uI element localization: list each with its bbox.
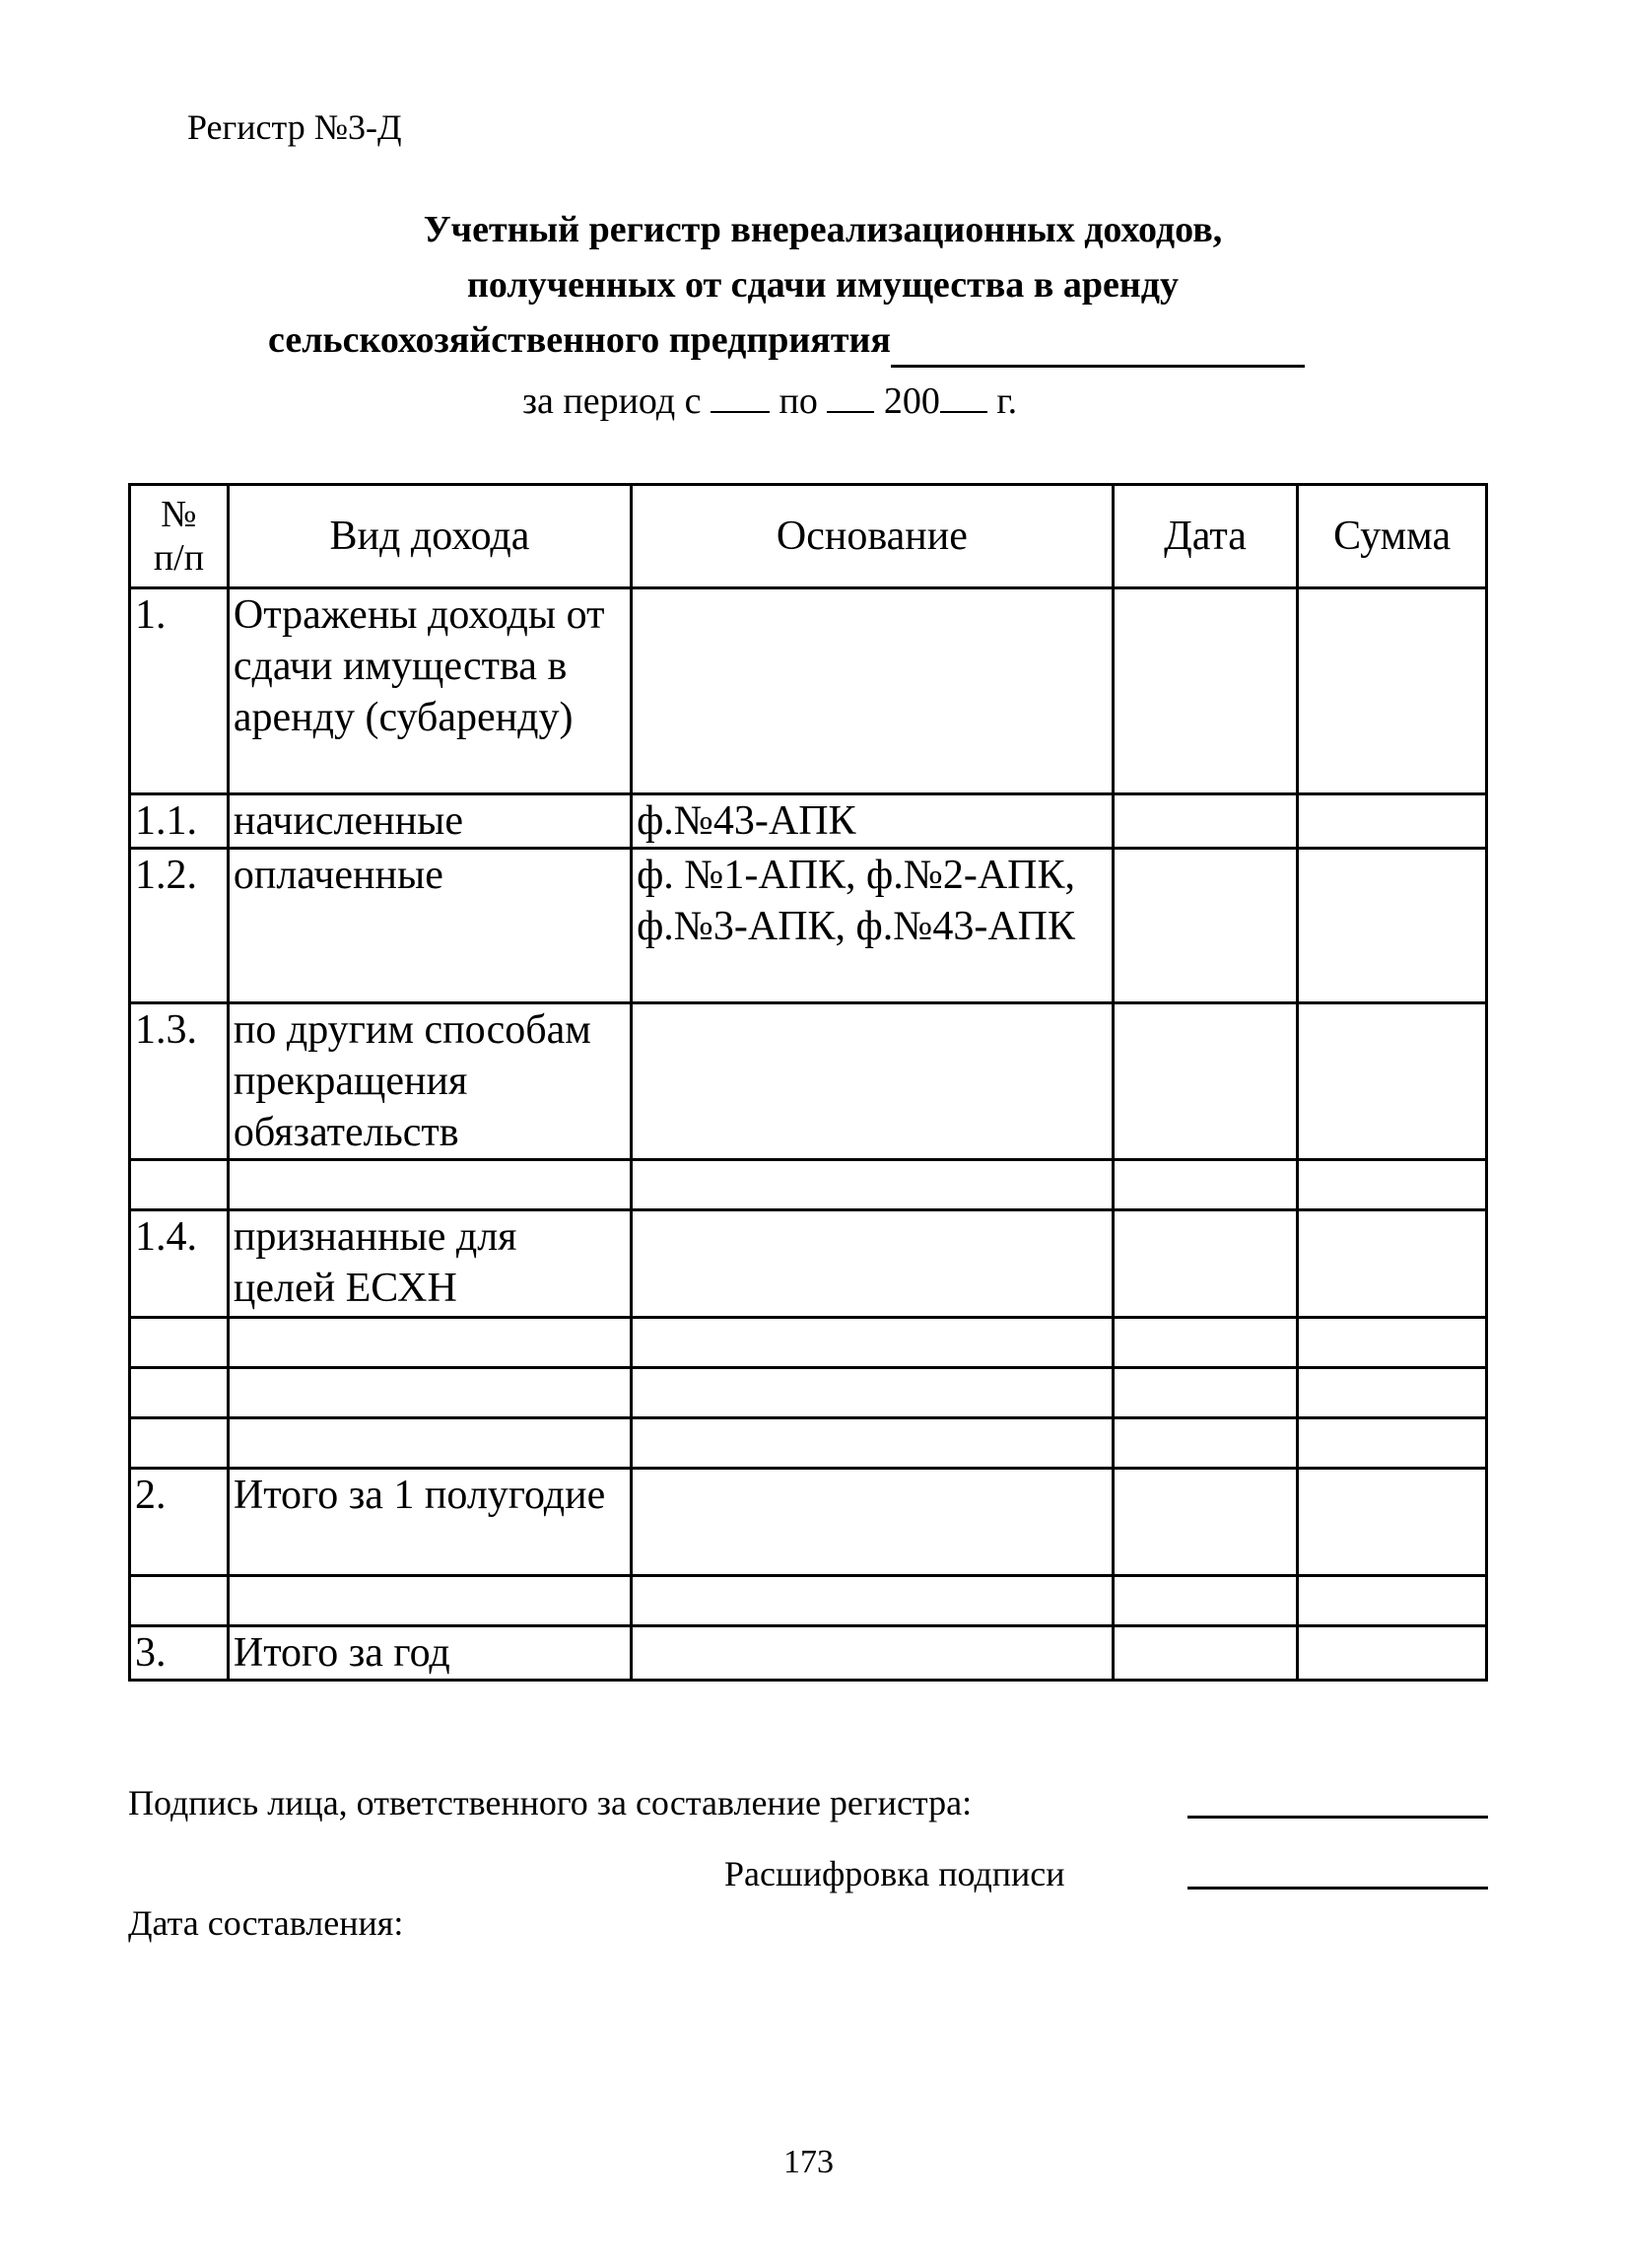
period-line <box>522 379 1017 423</box>
date-cell[interactable] <box>1113 1626 1298 1681</box>
enterprise-name-field[interactable] <box>891 327 1305 368</box>
amount-cell[interactable] <box>1298 1469 1487 1576</box>
date-cell[interactable] <box>1113 588 1298 794</box>
amount-cell[interactable] <box>1298 1576 1487 1626</box>
table-row <box>130 1003 1487 1160</box>
date-label: Дата составления: <box>128 1903 404 1943</box>
basis-cell[interactable] <box>632 1318 1114 1368</box>
signature-decode-field[interactable] <box>1187 1885 1488 1890</box>
row-number <box>130 1368 229 1418</box>
table-row <box>130 588 1487 794</box>
basis-cell[interactable] <box>632 1368 1114 1418</box>
date-cell[interactable] <box>1113 1003 1298 1160</box>
amount-cell[interactable] <box>1298 794 1487 849</box>
table-row <box>130 1160 1487 1210</box>
signature-field[interactable] <box>1187 1814 1488 1819</box>
row-number <box>130 1576 229 1626</box>
page-number: 173 <box>783 2144 834 2180</box>
row-number: 2. <box>130 1469 229 1576</box>
amount-cell[interactable] <box>1298 849 1487 1003</box>
row-number: 1.1. <box>130 794 229 849</box>
date-cell[interactable] <box>1113 794 1298 849</box>
period-suffix: г. <box>996 380 1018 422</box>
amount-cell[interactable] <box>1298 588 1487 794</box>
basis-cell[interactable]: ф.№43-АПК <box>632 794 1114 849</box>
income-type-cell[interactable] <box>228 1576 631 1626</box>
income-type-cell: по другим способам прекращения обязательств <box>228 1003 631 1160</box>
column-header-basis: Основание <box>632 485 1114 588</box>
basis-cell[interactable] <box>632 1576 1114 1626</box>
date-cell[interactable] <box>1113 1368 1298 1418</box>
column-header-income-type: Вид дохода <box>228 485 631 588</box>
amount-cell[interactable] <box>1298 1210 1487 1318</box>
table-row <box>130 1626 1487 1681</box>
title-line-3 <box>197 312 1449 368</box>
income-type-cell[interactable] <box>228 1318 631 1368</box>
date-cell[interactable] <box>1113 1210 1298 1318</box>
period-year-field[interactable] <box>940 381 987 413</box>
basis-cell[interactable] <box>632 1469 1114 1576</box>
column-header-number-line1: № <box>161 494 197 535</box>
period-to-field[interactable] <box>827 381 874 413</box>
enterprise-label: сельскохозяйственного предприятия <box>268 319 891 361</box>
signature-label: Подпись лица, ответственного за составление регистра: <box>128 1783 973 1822</box>
basis-cell[interactable]: ф. №1-АПК, ф.№2-АПК, ф.№3-АПК, ф.№43-АПК <box>632 849 1114 1003</box>
amount-cell[interactable] <box>1298 1160 1487 1210</box>
table-header-row <box>130 485 1487 588</box>
date-cell[interactable] <box>1113 1318 1298 1368</box>
signature-decode-label: Расшифровка подписи <box>724 1854 1065 1893</box>
income-type-cell[interactable] <box>228 1368 631 1418</box>
basis-cell[interactable] <box>632 1626 1114 1681</box>
table-row <box>130 1318 1487 1368</box>
table-row <box>130 1210 1487 1318</box>
date-cell[interactable] <box>1113 849 1298 1003</box>
period-year-label: 200 <box>883 380 940 422</box>
table-row <box>130 1576 1487 1626</box>
income-type-cell[interactable] <box>228 1418 631 1469</box>
column-header-number-line2: п/п <box>153 537 205 579</box>
table-row <box>130 1368 1487 1418</box>
income-type-cell: Итого за 1 полугодие <box>228 1469 631 1576</box>
date-cell[interactable] <box>1113 1469 1298 1576</box>
amount-cell[interactable] <box>1298 1368 1487 1418</box>
basis-cell[interactable] <box>632 1418 1114 1469</box>
basis-cell[interactable] <box>632 1210 1114 1318</box>
date-cell[interactable] <box>1113 1576 1298 1626</box>
table-row <box>130 794 1487 849</box>
table-row <box>130 1469 1487 1576</box>
row-number: 1.4. <box>130 1210 229 1318</box>
income-register-table <box>128 483 1488 1682</box>
table-row <box>130 1418 1487 1469</box>
row-number <box>130 1418 229 1469</box>
amount-cell[interactable] <box>1298 1318 1487 1368</box>
row-number: 3. <box>130 1626 229 1681</box>
income-type-cell: признанные для целей ЕСХН <box>228 1210 631 1318</box>
amount-cell[interactable] <box>1298 1003 1487 1160</box>
period-from-field[interactable] <box>711 381 770 413</box>
basis-cell[interactable] <box>632 1160 1114 1210</box>
row-number: 1.3. <box>130 1003 229 1160</box>
document-title <box>197 202 1449 368</box>
basis-cell[interactable] <box>632 1003 1114 1160</box>
row-number <box>130 1160 229 1210</box>
row-number <box>130 1318 229 1368</box>
income-type-cell: начисленные <box>228 794 631 849</box>
income-type-cell: Отражены доходы от сдачи имущества в аренду (субаренду) <box>228 588 631 794</box>
title-line-1: Учетный регистр внереализационных доходов, <box>423 209 1223 250</box>
income-type-cell[interactable] <box>228 1160 631 1210</box>
basis-cell[interactable] <box>632 588 1114 794</box>
column-header-number <box>130 485 229 588</box>
register-number: Регистр №3-Д <box>187 107 402 147</box>
income-type-cell: Итого за год <box>228 1626 631 1681</box>
period-to-label: по <box>779 380 818 422</box>
title-line-2: полученных от сдачи имущества в аренду <box>467 264 1179 306</box>
date-cell[interactable] <box>1113 1160 1298 1210</box>
row-number: 1.2. <box>130 849 229 1003</box>
table-row <box>130 849 1487 1003</box>
amount-cell[interactable] <box>1298 1626 1487 1681</box>
date-cell[interactable] <box>1113 1418 1298 1469</box>
row-number: 1. <box>130 588 229 794</box>
period-prefix: за период с <box>522 380 702 422</box>
income-type-cell: оплаченные <box>228 849 631 1003</box>
column-header-date: Дата <box>1113 485 1298 588</box>
amount-cell[interactable] <box>1298 1418 1487 1469</box>
column-header-amount: Сумма <box>1298 485 1487 588</box>
